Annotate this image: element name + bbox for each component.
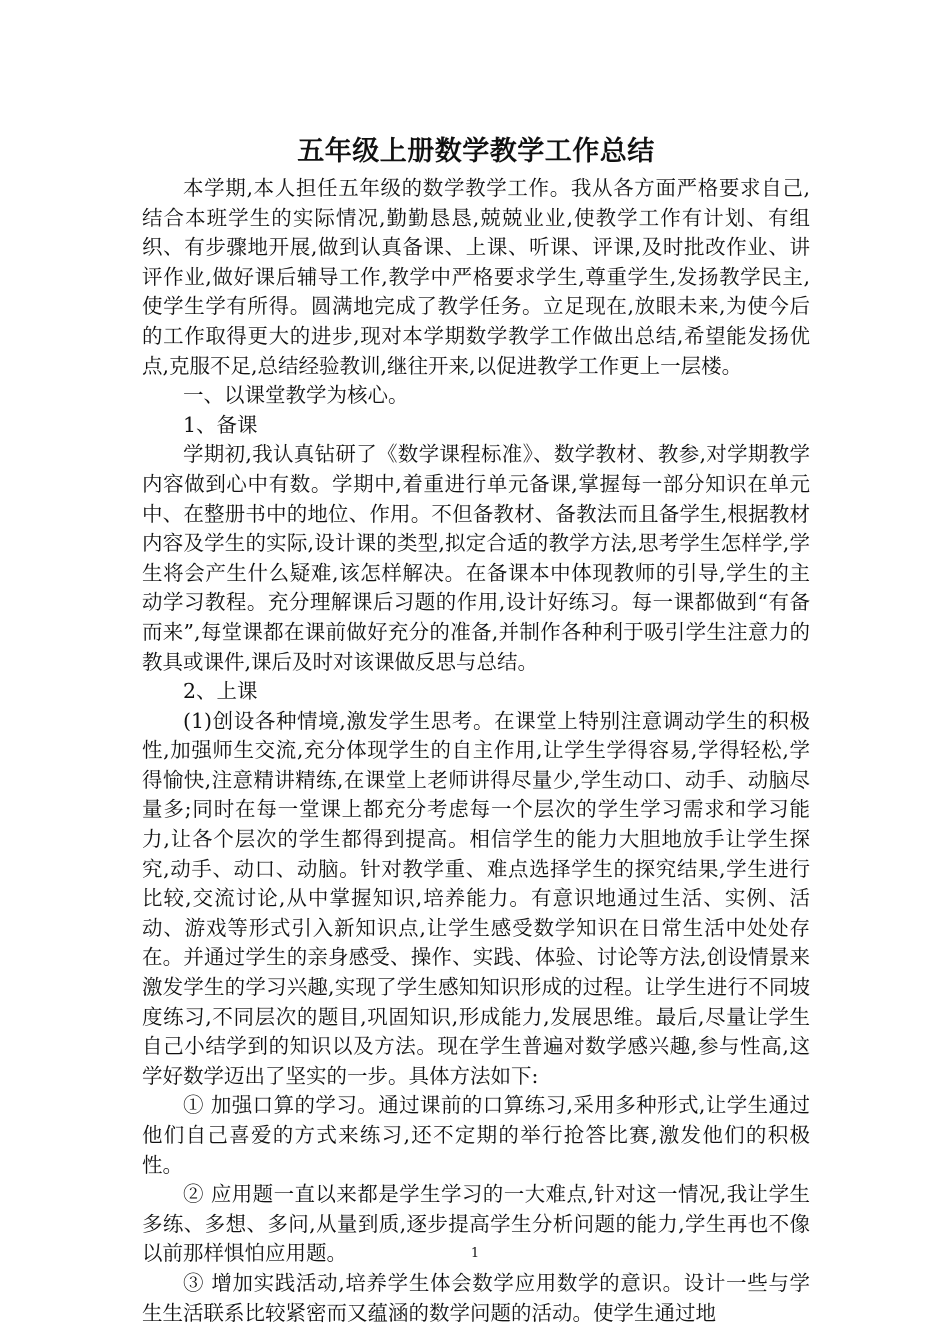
document-body xyxy=(142,132,810,1328)
section-heading: 一、以课堂教学为核心。 xyxy=(183,383,409,408)
method-item-3: ③ 增加实践活动,培养学生体会数学应用数学的意识。设计一些与学生生活联系比较紧密而又蕴涵的数学问题的活动。使学生通过地 xyxy=(142,1270,810,1325)
lesson-prep-paragraph: 学期初,我认真钻研了《数学课程标准》、数学教材、教参,对学期教学内容做到心中有数。学期中,着重进行单元备课,掌握每一部分知识在单元中、在整册书中的地位、作用。不但备教材、备教法而且备学生,根据教材内容及学生的实际,设计课的类型,拟定合适的教学方法,思考学生怎样学,学生将会产生什么疑难,该怎样解决。在备课本中体现教师的引导,学生的主动学习教程。充分理解课后习题的作用,设计好练习。每一课都做到“有备而来”,每堂课都在课前做好充分的准备,并制作各种利于吸引学生注意力的教具或课件,课后及时对该课做反思与总结。 xyxy=(142,442,810,674)
method-item-2: ② 应用题一直以来都是学生学习的一大难点,针对这一情况,我让学生多练、多想、多问,从量到质,逐步提高学生分析问题的能力,学生再也不像以前那样惧怕应用题。 xyxy=(142,1182,810,1266)
subsection-heading-teaching: 2、上课 xyxy=(183,679,258,704)
subsection-heading-lesson-prep: 1、备课 xyxy=(183,412,258,437)
method-item-1: ① 加强口算的学习。通过课前的口算练习,采用多种形式,让学生通过他们自己喜爱的方式来练习,还不定期的举行抢答比赛,激发他们的积极性。 xyxy=(142,1093,810,1177)
teaching-paragraph: (1)创设各种情境,激发学生思考。在课堂上特别注意调动学生的积极性,加强师生交流,充分体现学生的自主作用,让学生学得容易,学得轻松,学得愉快,注意精讲精练,在课堂上老师讲得尽量少,学生动口、动手、动脑尽量多;同时在每一堂课上都充分考虑每一个层次的学生学习需求和学习能力,让各个层次的学生都得到提高。相信学生的能力大胆地放手让学生探究,动手、动口、动脑。针对教学重、难点选择学生的探究结果,学生进行比较,交流讨论,从中掌握知识,培养能力。有意识地通过生活、实例、活动、游戏等形式引入新知识点,让学生感受数学知识在日常生活中处处存在。并通过学生的亲身感受、操作、实践、体验、讨论等方法,创设情景来激发学生的学习兴趣,实现了学生感知知识形成的过程。让学生进行不同坡度练习,不同层次的题目,巩固知识,形成能力,发展思维。最后,尽量让学生自己小结学到的知识以及方法。现在学生普遍对数学感兴趣,参与性高,这学好数学迈出了坚实的一步。具体方法如下: xyxy=(142,708,810,1088)
document-title: 五年级上册数学教学工作总结 xyxy=(297,136,655,167)
intro-paragraph: 本学期,本人担任五年级的数学教学工作。我从各方面严格要求自己,结合本班学生的实际情况,勤勤恳恳,兢兢业业,使教学工作有计划、有组织、有步骤地开展,做到认真备课、上课、听课、评课,及时批改作业、讲评作业,做好课后辅导工作,教学中严格要求学生,尊重学生,发扬教学民主,使学生学有所得。圆满地完成了教学任务。立足现在,放眼未来,为使今后的工作取得更大的进步,现对本学期数学教学工作做出总结,希望能发扬优点,克服不足,总结经验教训,继往开来,以促进教学工作更上一层楼。 xyxy=(142,176,810,378)
page-number: 1 xyxy=(470,1246,480,1261)
